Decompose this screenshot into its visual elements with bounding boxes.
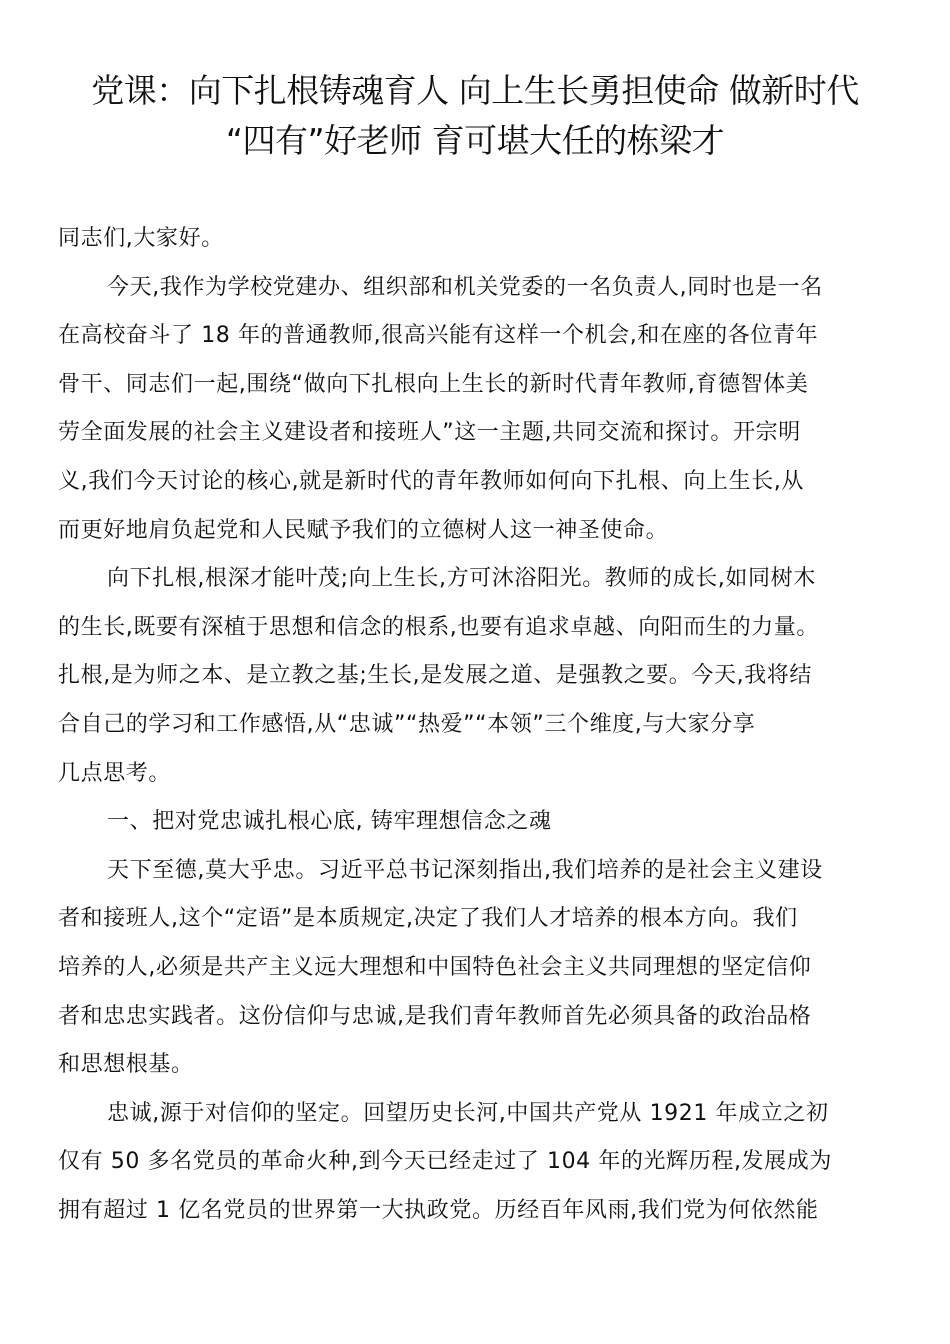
paragraph-line: 拥有超过 1 亿名党员的世界第一大执政党。历经百年风雨,我们党为何依然能 <box>58 1197 819 1223</box>
paragraph-line: 而更好地肩负起党和人民赋予我们的立德树人这一神圣使命。 <box>58 517 669 543</box>
paragraph-line: 几点思考。 <box>58 760 172 786</box>
paragraph-line: 的生长,既要有深植于思想和信念的根系,也要有追求卓越、向阳而生的力量。 <box>58 614 819 640</box>
paragraph-line: 劳全面发展的社会主义建设者和接班人”这一主题,共同交流和探讨。开宗明 <box>58 420 801 446</box>
document-title <box>40 66 910 166</box>
paragraph-line: 忠诚,源于对信仰的坚定。回望历史长河,中国共产党从 1921 年成立之初 <box>107 1100 829 1126</box>
paragraph-line: 仅有 50 多名党员的革命火种,到今天已经走过了 104 年的光辉历程,发展成为 <box>58 1149 832 1175</box>
title-line-2: “四有”好老师 育可堪大任的栋梁才 <box>225 121 725 160</box>
paragraph-line: 骨干、同志们一起,围绕“做向下扎根向上生长的新时代青年教师,育德智体美 <box>58 371 809 397</box>
paragraph-line: 和思想根基。 <box>58 1052 194 1078</box>
paragraph-line: 向下扎根,根深才能叶茂;向上生长,方可沐浴阳光。教师的成长,如同树木 <box>107 566 816 592</box>
paragraph-line: 合自己的学习和工作感悟,从“忠诚”“热爱”“本领”三个维度,与大家分享 <box>58 711 756 737</box>
paragraph-line: 义,我们今天讨论的核心,就是新时代的青年教师如何向下扎根、向上生长,从 <box>58 468 804 494</box>
paragraph-line: 扎根,是为师之本、是立教之基;生长,是发展之道、是强教之要。今天,我将结 <box>58 663 812 689</box>
paragraph-line: 在高校奋斗了 18 年的普通教师,很高兴能有这样一个机会,和在座的各位青年 <box>58 323 819 349</box>
title-line-1: 党课：向下扎根铸魂育人 向上生长勇担使命 做新时代 <box>91 71 859 110</box>
paragraph-line: 天下至德,莫大乎忠。习近平总书记深刻指出,我们培养的是社会主义建设 <box>107 857 823 883</box>
paragraph-line: 今天,我作为学校党建办、组织部和机关党委的一名负责人,同时也是一名 <box>107 274 823 300</box>
greeting-line: 同志们,大家好。 <box>58 226 224 251</box>
section-heading: 一、把对党忠诚扎根心底, 铸牢理想信念之魂 <box>107 809 552 835</box>
document-body <box>58 215 894 1235</box>
paragraph-line: 者和忠忠实践者。这份信仰与忠诚,是我们青年教师首先必须具备的政治品格 <box>58 1003 812 1029</box>
paragraph-line: 者和接班人,这个“定语”是本质规定,决定了我们人才培养的根本方向。我们 <box>58 906 798 932</box>
paragraph-line: 培养的人,必须是共产主义远大理想和中国特色社会主义共同理想的坚定信仰 <box>58 954 812 980</box>
